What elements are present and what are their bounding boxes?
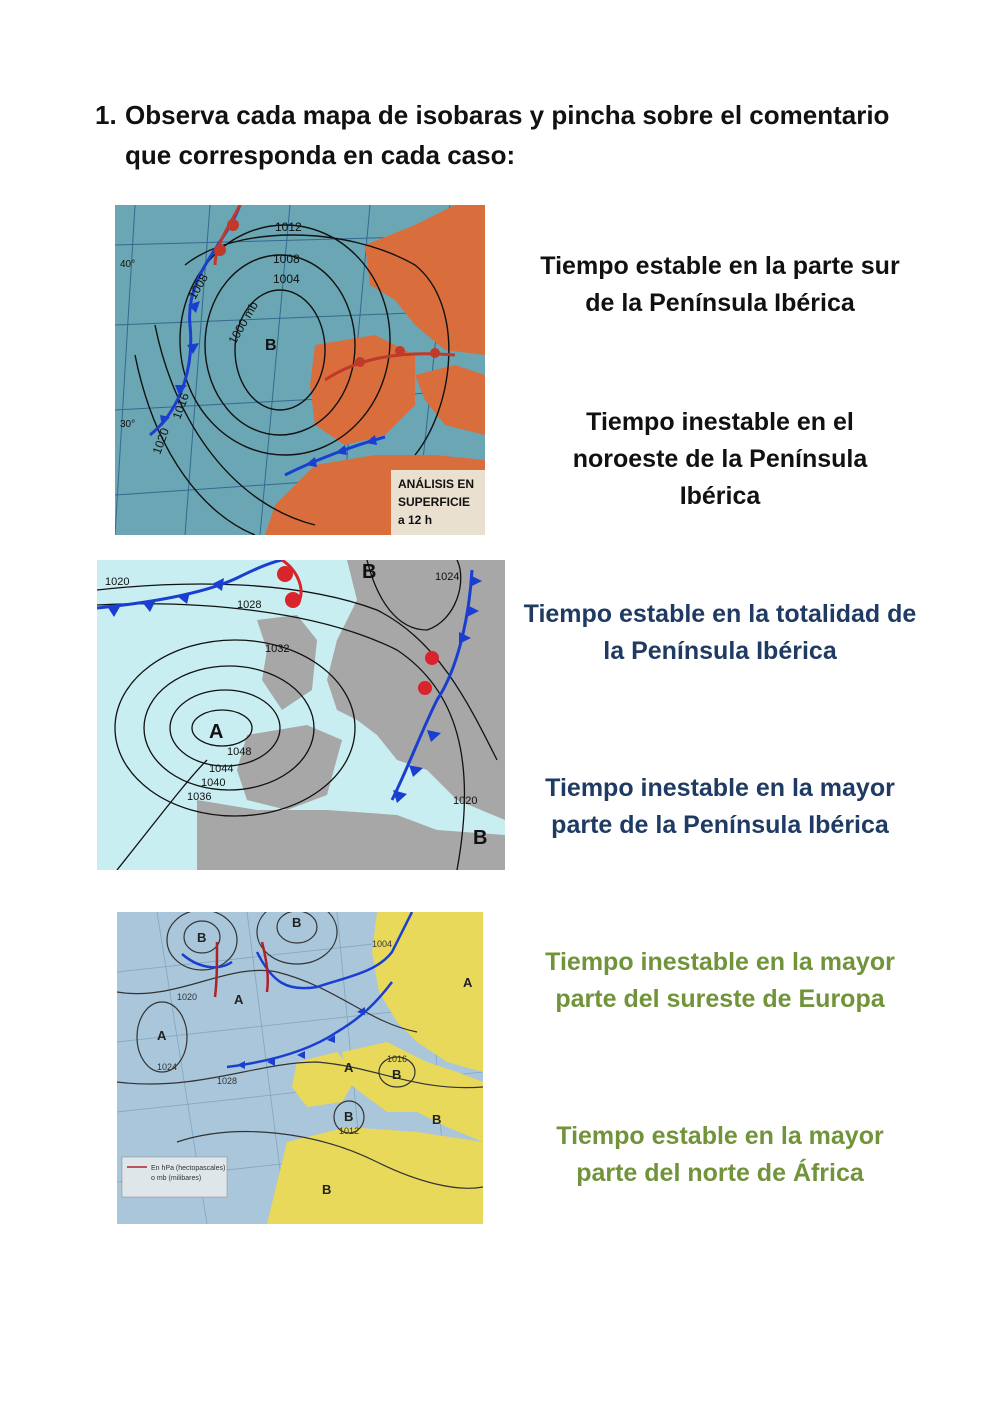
map2-low-pressure-center: B: [473, 827, 488, 849]
map2-isobar-label: 1048: [227, 746, 252, 758]
map1-isobar-label: 1008: [185, 271, 211, 302]
isobar-map-3: [117, 912, 483, 1224]
map1-caption-line: a 12 h: [398, 513, 433, 527]
map3-isobar-label: 1028: [217, 1076, 238, 1086]
map2-high-pressure-center: A: [209, 721, 224, 743]
exercise-number: 1.: [95, 100, 117, 130]
map3-legend-line: o mb (milibares): [151, 1175, 202, 1182]
option-unstable-northwest-iberia[interactable]: Tiempo inestable en el noroeste de la Península Ibérica: [572, 408, 868, 510]
map1-caption-line: ANÁLISIS EN: [398, 477, 475, 491]
map2-isobar-label: 1036: [187, 791, 212, 803]
map1-isobar-label: 1000 mb: [225, 299, 261, 347]
map1-low-pressure-center: B: [265, 337, 277, 354]
exercise-instruction-text: Observa cada mapa de isobaras y pincha sobre el comentario que corresponda en cada caso:: [125, 100, 890, 170]
isobar-map-1-image: [115, 205, 485, 535]
map3-high-pressure-center: A: [234, 992, 244, 1007]
option-stable-north-africa[interactable]: Tiempo estable en la mayor parte del norte de África: [556, 1122, 884, 1187]
exercise-instruction: [95, 95, 925, 175]
map3-legend-line: En hPa (hectopascales): [151, 1165, 226, 1172]
map1-latitude-label: 30°: [120, 419, 136, 430]
map1-isobar-label: 1016: [169, 391, 192, 422]
map2-isobar-label: 1024: [435, 571, 460, 583]
map3-high-pressure-center: A: [463, 975, 473, 990]
map3-low-pressure-center: B: [322, 1182, 332, 1197]
map3-isobar-label: 1012: [339, 1126, 360, 1136]
isobar-map-2: [97, 560, 505, 870]
map2-isobar-label: 1020: [105, 576, 130, 588]
map1-isobar-label: 1020: [149, 426, 172, 457]
map1-isobar-label: 1004: [273, 272, 300, 286]
map3-isobar-label: 1024: [157, 1062, 178, 1072]
isobar-map-2-image: [97, 560, 505, 870]
map2-isobar-label: 1032: [265, 643, 290, 655]
option-stable-south-iberia[interactable]: Tiempo estable en la parte sur de la Península Ibérica: [540, 252, 900, 317]
map1-isobar-label: 1008: [273, 252, 300, 266]
map1-caption-line: SUPERFICIE: [398, 495, 471, 509]
map3-isobar-label: 1020: [177, 992, 198, 1002]
map3-low-pressure-center: B: [292, 915, 302, 930]
map2-isobar-label: 1044: [209, 763, 234, 775]
map2-isobar-label: 1040: [201, 777, 226, 789]
map3-low-pressure-center: B: [197, 930, 207, 945]
option-unstable-southeast-europe[interactable]: Tiempo inestable en la mayor parte del sureste de Europa: [545, 948, 895, 1013]
map2-isobar-label: 1020: [453, 795, 478, 807]
map3-isobar-label: 1016: [387, 1054, 408, 1064]
map3-isobar-label: 1004: [372, 939, 393, 949]
map3-high-pressure-center: A: [344, 1060, 354, 1075]
map1-latitude-label: 40°: [120, 259, 136, 270]
map3-low-pressure-center: B: [344, 1109, 354, 1124]
isobar-map-3-image: [117, 912, 483, 1224]
isobar-map-1: [115, 205, 485, 535]
option-unstable-most-iberia[interactable]: Tiempo inestable en la mayor parte de la Península Ibérica: [545, 774, 895, 839]
option-stable-all-iberia[interactable]: Tiempo estable en la totalidad de la Península Ibérica: [523, 600, 917, 665]
map2-low-pressure-center: B: [362, 561, 377, 583]
map3-low-pressure-center: B: [432, 1112, 442, 1127]
map2-isobar-label: 1028: [237, 599, 262, 611]
map3-high-pressure-center: A: [157, 1028, 167, 1043]
map1-isobar-label: 1012: [275, 220, 302, 234]
map3-low-pressure-center: B: [392, 1067, 402, 1082]
